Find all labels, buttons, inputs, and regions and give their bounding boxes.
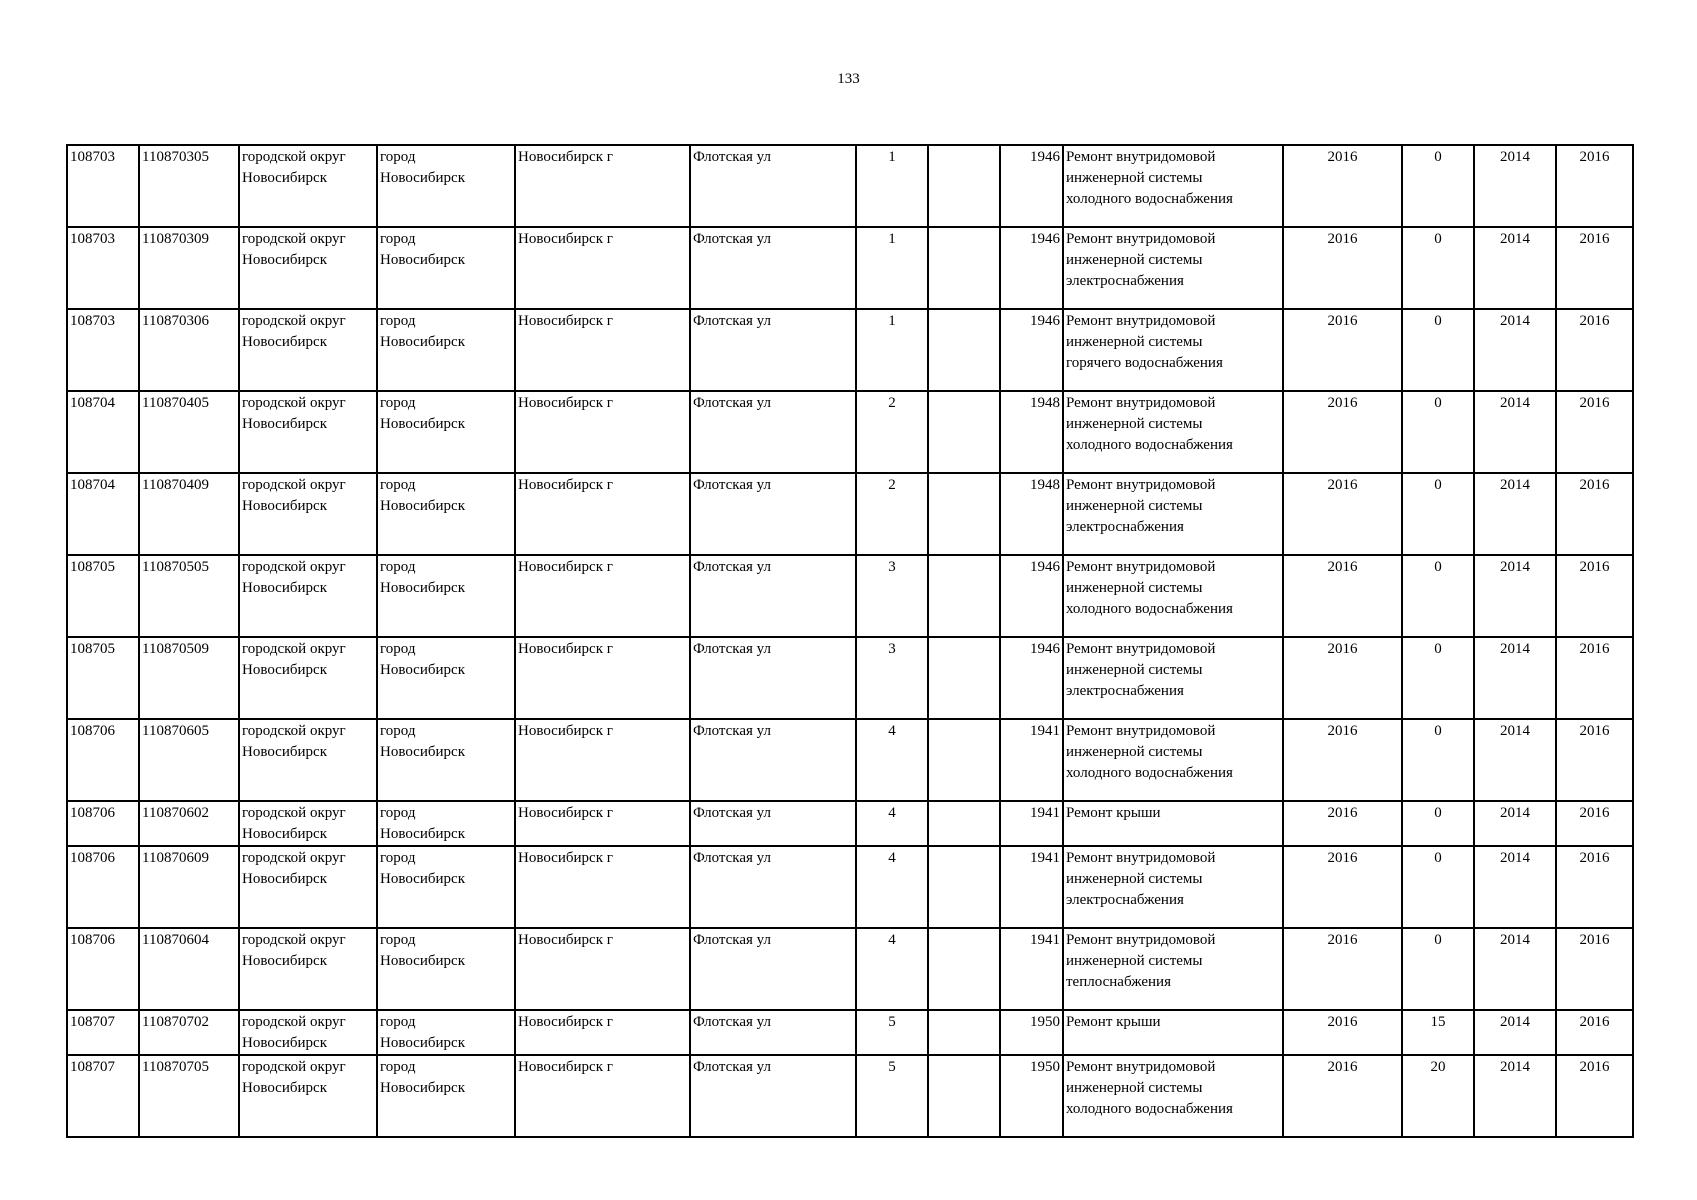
cell-settlement-line: город bbox=[380, 1014, 416, 1030]
cell-municipality-line: Новосибирск bbox=[242, 334, 327, 350]
cell-locality: Новосибирск г bbox=[515, 928, 690, 1010]
cell-house-number: 4 bbox=[856, 801, 928, 846]
cell-work-type-line: Ремонт внутридомовой bbox=[1066, 1059, 1216, 1075]
cell-settlement bbox=[377, 719, 515, 801]
cell-start-year: 2014 bbox=[1474, 637, 1556, 719]
table-row bbox=[67, 227, 1633, 309]
cell-municipality bbox=[239, 473, 377, 555]
cell-municipality-line: Новосибирск bbox=[242, 252, 327, 268]
cell-record-id: 108704 bbox=[67, 391, 139, 473]
cell-work-type-line: электроснабжения bbox=[1066, 683, 1184, 699]
cell-record-id: 108705 bbox=[67, 637, 139, 719]
cell-start-year: 2014 bbox=[1474, 227, 1556, 309]
cell-settlement bbox=[377, 227, 515, 309]
cell-locality: Новосибирск г bbox=[515, 719, 690, 801]
cell-wear: 0 bbox=[1402, 719, 1474, 801]
cell-work-type bbox=[1063, 1055, 1283, 1137]
cell-work-type-line: инженерной системы bbox=[1066, 871, 1203, 887]
cell-settlement-line: Новосибирск bbox=[380, 826, 465, 842]
cell-work-type-line: инженерной системы bbox=[1066, 252, 1203, 268]
cell-settlement-line: Новосибирск bbox=[380, 1080, 465, 1096]
cell-street: Флотская ул bbox=[690, 1010, 856, 1055]
cell-build-year: 1948 bbox=[1000, 391, 1063, 473]
cell-work-type-line: холодного водоснабжения bbox=[1066, 191, 1233, 207]
cell-plan-year: 2016 bbox=[1283, 555, 1402, 637]
cell-settlement-line: город bbox=[380, 641, 416, 657]
cell-municipality-line: городской округ bbox=[242, 395, 346, 411]
cell-build-year: 1946 bbox=[1000, 309, 1063, 391]
cell-start-year: 2014 bbox=[1474, 555, 1556, 637]
cell-plan-year: 2016 bbox=[1283, 309, 1402, 391]
cell-street: Флотская ул bbox=[690, 1055, 856, 1137]
cell-item-id: 110870705 bbox=[139, 1055, 239, 1137]
cell-wear: 0 bbox=[1402, 928, 1474, 1010]
cell-municipality bbox=[239, 145, 377, 227]
cell-municipality bbox=[239, 555, 377, 637]
cell-municipality-line: городской округ bbox=[242, 932, 346, 948]
cell-plan-year: 2016 bbox=[1283, 801, 1402, 846]
cell-work-type bbox=[1063, 145, 1283, 227]
cell-work-type-line: холодного водоснабжения bbox=[1066, 437, 1233, 453]
cell-settlement-line: Новосибирск bbox=[380, 170, 465, 186]
cell-municipality bbox=[239, 928, 377, 1010]
cell-street: Флотская ул bbox=[690, 391, 856, 473]
table-row bbox=[67, 928, 1633, 1010]
cell-record-id: 108707 bbox=[67, 1055, 139, 1137]
cell-record-id: 108706 bbox=[67, 801, 139, 846]
cell-work-type-line: Ремонт внутридомовой bbox=[1066, 477, 1216, 493]
cell-work-type bbox=[1063, 719, 1283, 801]
cell-start-year: 2014 bbox=[1474, 846, 1556, 928]
cell-item-id: 110870405 bbox=[139, 391, 239, 473]
cell-work-type-line: инженерной системы bbox=[1066, 1080, 1203, 1096]
cell-work-type-line: Ремонт внутридомовой bbox=[1066, 932, 1216, 948]
cell-building bbox=[928, 145, 1000, 227]
cell-end-year: 2016 bbox=[1556, 846, 1633, 928]
cell-work-type-line: инженерной системы bbox=[1066, 498, 1203, 514]
cell-wear: 15 bbox=[1402, 1010, 1474, 1055]
cell-municipality-line: городской округ bbox=[242, 477, 346, 493]
cell-street: Флотская ул bbox=[690, 473, 856, 555]
cell-locality: Новосибирск г bbox=[515, 1010, 690, 1055]
cell-settlement bbox=[377, 637, 515, 719]
cell-work-type-line: Ремонт внутридомовой bbox=[1066, 231, 1216, 247]
cell-settlement-line: город bbox=[380, 850, 416, 866]
cell-plan-year: 2016 bbox=[1283, 145, 1402, 227]
cell-municipality bbox=[239, 227, 377, 309]
cell-work-type bbox=[1063, 1010, 1283, 1055]
cell-work-type bbox=[1063, 227, 1283, 309]
cell-municipality-line: городской округ bbox=[242, 1014, 346, 1030]
cell-item-id: 110870609 bbox=[139, 846, 239, 928]
cell-house-number: 3 bbox=[856, 555, 928, 637]
cell-settlement-line: город bbox=[380, 231, 416, 247]
table-row bbox=[67, 846, 1633, 928]
cell-work-type-line: горячего водоснабжения bbox=[1066, 355, 1223, 371]
cell-item-id: 110870605 bbox=[139, 719, 239, 801]
cell-end-year: 2016 bbox=[1556, 473, 1633, 555]
cell-municipality-line: городской округ bbox=[242, 805, 346, 821]
cell-municipality-line: городской округ bbox=[242, 850, 346, 866]
cell-build-year: 1941 bbox=[1000, 801, 1063, 846]
cell-street: Флотская ул bbox=[690, 719, 856, 801]
cell-municipality-line: Новосибирск bbox=[242, 1035, 327, 1051]
cell-wear: 20 bbox=[1402, 1055, 1474, 1137]
cell-record-id: 108704 bbox=[67, 473, 139, 555]
cell-settlement-line: Новосибирск bbox=[380, 498, 465, 514]
cell-municipality-line: городской округ bbox=[242, 723, 346, 739]
cell-locality: Новосибирск г bbox=[515, 473, 690, 555]
cell-municipality-line: Новосибирск bbox=[242, 1080, 327, 1096]
cell-plan-year: 2016 bbox=[1283, 1010, 1402, 1055]
cell-work-type-line: Ремонт крыши bbox=[1066, 805, 1161, 821]
cell-settlement bbox=[377, 391, 515, 473]
cell-item-id: 110870602 bbox=[139, 801, 239, 846]
cell-end-year: 2016 bbox=[1556, 145, 1633, 227]
cell-item-id: 110870505 bbox=[139, 555, 239, 637]
cell-start-year: 2014 bbox=[1474, 1055, 1556, 1137]
table-row bbox=[67, 719, 1633, 801]
cell-wear: 0 bbox=[1402, 473, 1474, 555]
cell-municipality-line: Новосибирск bbox=[242, 170, 327, 186]
cell-settlement-line: Новосибирск bbox=[380, 580, 465, 596]
cell-settlement-line: город bbox=[380, 395, 416, 411]
cell-work-type-line: Ремонт внутридомовой bbox=[1066, 559, 1216, 575]
cell-settlement bbox=[377, 555, 515, 637]
cell-settlement bbox=[377, 145, 515, 227]
cell-item-id: 110870306 bbox=[139, 309, 239, 391]
cell-end-year: 2016 bbox=[1556, 227, 1633, 309]
cell-street: Флотская ул bbox=[690, 846, 856, 928]
cell-end-year: 2016 bbox=[1556, 309, 1633, 391]
cell-end-year: 2016 bbox=[1556, 637, 1633, 719]
cell-municipality-line: Новосибирск bbox=[242, 498, 327, 514]
cell-building bbox=[928, 637, 1000, 719]
cell-start-year: 2014 bbox=[1474, 719, 1556, 801]
cell-street: Флотская ул bbox=[690, 928, 856, 1010]
cell-item-id: 110870309 bbox=[139, 227, 239, 309]
table-row bbox=[67, 637, 1633, 719]
cell-item-id: 110870604 bbox=[139, 928, 239, 1010]
cell-building bbox=[928, 719, 1000, 801]
table-row bbox=[67, 309, 1633, 391]
cell-start-year: 2014 bbox=[1474, 473, 1556, 555]
cell-settlement-line: город bbox=[380, 1059, 416, 1075]
cell-municipality bbox=[239, 1055, 377, 1137]
cell-municipality bbox=[239, 846, 377, 928]
cell-municipality-line: Новосибирск bbox=[242, 826, 327, 842]
cell-item-id: 110870509 bbox=[139, 637, 239, 719]
cell-build-year: 1946 bbox=[1000, 227, 1063, 309]
cell-work-type-line: электроснабжения bbox=[1066, 892, 1184, 908]
cell-record-id: 108705 bbox=[67, 555, 139, 637]
cell-start-year: 2014 bbox=[1474, 801, 1556, 846]
cell-settlement-line: Новосибирск bbox=[380, 744, 465, 760]
cell-wear: 0 bbox=[1402, 801, 1474, 846]
cell-end-year: 2016 bbox=[1556, 719, 1633, 801]
cell-settlement-line: город bbox=[380, 932, 416, 948]
cell-settlement-line: город bbox=[380, 559, 416, 575]
cell-build-year: 1946 bbox=[1000, 555, 1063, 637]
cell-work-type-line: инженерной системы bbox=[1066, 662, 1203, 678]
cell-municipality bbox=[239, 1010, 377, 1055]
cell-settlement-line: Новосибирск bbox=[380, 334, 465, 350]
cell-work-type bbox=[1063, 801, 1283, 846]
cell-street: Флотская ул bbox=[690, 145, 856, 227]
cell-start-year: 2014 bbox=[1474, 391, 1556, 473]
cell-wear: 0 bbox=[1402, 227, 1474, 309]
cell-work-type-line: электроснабжения bbox=[1066, 519, 1184, 535]
cell-work-type-line: инженерной системы bbox=[1066, 416, 1203, 432]
cell-municipality-line: Новосибирск bbox=[242, 416, 327, 432]
table-row bbox=[67, 391, 1633, 473]
cell-work-type bbox=[1063, 473, 1283, 555]
cell-record-id: 108706 bbox=[67, 719, 139, 801]
cell-house-number: 4 bbox=[856, 928, 928, 1010]
cell-settlement-line: город bbox=[380, 723, 416, 739]
cell-plan-year: 2016 bbox=[1283, 227, 1402, 309]
cell-item-id: 110870702 bbox=[139, 1010, 239, 1055]
cell-building bbox=[928, 555, 1000, 637]
cell-municipality bbox=[239, 309, 377, 391]
cell-end-year: 2016 bbox=[1556, 801, 1633, 846]
cell-record-id: 108703 bbox=[67, 309, 139, 391]
cell-settlement bbox=[377, 846, 515, 928]
cell-house-number: 2 bbox=[856, 473, 928, 555]
cell-build-year: 1941 bbox=[1000, 719, 1063, 801]
cell-work-type-line: Ремонт внутридомовой bbox=[1066, 850, 1216, 866]
cell-settlement-line: Новосибирск bbox=[380, 252, 465, 268]
cell-municipality bbox=[239, 801, 377, 846]
cell-work-type-line: инженерной системы bbox=[1066, 953, 1203, 969]
cell-work-type bbox=[1063, 928, 1283, 1010]
cell-record-id: 108703 bbox=[67, 227, 139, 309]
cell-record-id: 108706 bbox=[67, 846, 139, 928]
cell-municipality-line: Новосибирск bbox=[242, 580, 327, 596]
cell-work-type-line: Ремонт крыши bbox=[1066, 1014, 1161, 1030]
cell-settlement-line: город bbox=[380, 149, 416, 165]
cell-end-year: 2016 bbox=[1556, 555, 1633, 637]
cell-municipality-line: городской округ bbox=[242, 1059, 346, 1075]
cell-work-type bbox=[1063, 309, 1283, 391]
cell-work-type-line: инженерной системы bbox=[1066, 334, 1203, 350]
cell-work-type-line: Ремонт внутридомовой bbox=[1066, 149, 1216, 165]
cell-building bbox=[928, 227, 1000, 309]
cell-work-type-line: электроснабжения bbox=[1066, 273, 1184, 289]
cell-wear: 0 bbox=[1402, 145, 1474, 227]
cell-settlement-line: Новосибирск bbox=[380, 953, 465, 969]
cell-house-number: 1 bbox=[856, 309, 928, 391]
cell-house-number: 4 bbox=[856, 846, 928, 928]
cell-plan-year: 2016 bbox=[1283, 719, 1402, 801]
cell-settlement-line: Новосибирск bbox=[380, 1035, 465, 1051]
cell-street: Флотская ул bbox=[690, 555, 856, 637]
cell-building bbox=[928, 1010, 1000, 1055]
cell-building bbox=[928, 801, 1000, 846]
cell-item-id: 110870409 bbox=[139, 473, 239, 555]
cell-settlement bbox=[377, 801, 515, 846]
cell-house-number: 2 bbox=[856, 391, 928, 473]
cell-work-type-line: инженерной системы bbox=[1066, 170, 1203, 186]
cell-work-type-line: Ремонт внутридомовой bbox=[1066, 313, 1216, 329]
cell-start-year: 2014 bbox=[1474, 145, 1556, 227]
cell-street: Флотская ул bbox=[690, 227, 856, 309]
cell-plan-year: 2016 bbox=[1283, 473, 1402, 555]
cell-plan-year: 2016 bbox=[1283, 928, 1402, 1010]
cell-municipality-line: Новосибирск bbox=[242, 662, 327, 678]
cell-settlement bbox=[377, 473, 515, 555]
cell-work-type-line: Ремонт внутридомовой bbox=[1066, 641, 1216, 657]
cell-work-type-line: теплоснабжения bbox=[1066, 974, 1171, 990]
cell-settlement bbox=[377, 1055, 515, 1137]
cell-work-type-line: инженерной системы bbox=[1066, 744, 1203, 760]
cell-municipality-line: Новосибирск bbox=[242, 744, 327, 760]
cell-record-id: 108707 bbox=[67, 1010, 139, 1055]
table-row bbox=[67, 473, 1633, 555]
cell-locality: Новосибирск г bbox=[515, 1055, 690, 1137]
cell-locality: Новосибирск г bbox=[515, 637, 690, 719]
cell-municipality bbox=[239, 637, 377, 719]
cell-house-number: 1 bbox=[856, 227, 928, 309]
cell-municipality-line: городской округ bbox=[242, 149, 346, 165]
cell-start-year: 2014 bbox=[1474, 928, 1556, 1010]
cell-end-year: 2016 bbox=[1556, 1055, 1633, 1137]
cell-work-type bbox=[1063, 637, 1283, 719]
table-row bbox=[67, 145, 1633, 227]
cell-street: Флотская ул bbox=[690, 801, 856, 846]
cell-locality: Новосибирск г bbox=[515, 309, 690, 391]
cell-locality: Новосибирск г bbox=[515, 555, 690, 637]
cell-building bbox=[928, 928, 1000, 1010]
cell-end-year: 2016 bbox=[1556, 928, 1633, 1010]
cell-work-type-line: Ремонт внутридомовой bbox=[1066, 395, 1216, 411]
cell-work-type bbox=[1063, 846, 1283, 928]
cell-build-year: 1950 bbox=[1000, 1010, 1063, 1055]
cell-municipality-line: городской округ bbox=[242, 559, 346, 575]
cell-build-year: 1941 bbox=[1000, 846, 1063, 928]
cell-settlement-line: Новосибирск bbox=[380, 662, 465, 678]
cell-work-type-line: холодного водоснабжения bbox=[1066, 601, 1233, 617]
cell-municipality-line: Новосибирск bbox=[242, 953, 327, 969]
cell-plan-year: 2016 bbox=[1283, 637, 1402, 719]
cell-start-year: 2014 bbox=[1474, 1010, 1556, 1055]
cell-build-year: 1950 bbox=[1000, 1055, 1063, 1137]
cell-item-id: 110870305 bbox=[139, 145, 239, 227]
cell-work-type bbox=[1063, 555, 1283, 637]
cell-work-type-line: инженерной системы bbox=[1066, 580, 1203, 596]
cell-wear: 0 bbox=[1402, 555, 1474, 637]
cell-build-year: 1946 bbox=[1000, 145, 1063, 227]
cell-building bbox=[928, 1055, 1000, 1137]
table-row bbox=[67, 1055, 1633, 1137]
cell-start-year: 2014 bbox=[1474, 309, 1556, 391]
cell-record-id: 108703 bbox=[67, 145, 139, 227]
cell-house-number: 5 bbox=[856, 1055, 928, 1137]
cell-end-year: 2016 bbox=[1556, 391, 1633, 473]
cell-municipality-line: городской округ bbox=[242, 641, 346, 657]
cell-work-type-line: холодного водоснабжения bbox=[1066, 765, 1233, 781]
cell-wear: 0 bbox=[1402, 391, 1474, 473]
page-number: 133 bbox=[837, 71, 860, 87]
cell-wear: 0 bbox=[1402, 309, 1474, 391]
cell-house-number: 3 bbox=[856, 637, 928, 719]
cell-house-number: 4 bbox=[856, 719, 928, 801]
cell-settlement bbox=[377, 1010, 515, 1055]
cell-build-year: 1948 bbox=[1000, 473, 1063, 555]
cell-locality: Новосибирск г bbox=[515, 145, 690, 227]
cell-locality: Новосибирск г bbox=[515, 391, 690, 473]
cell-street: Флотская ул bbox=[690, 309, 856, 391]
cell-settlement bbox=[377, 928, 515, 1010]
cell-building bbox=[928, 391, 1000, 473]
table-row bbox=[67, 801, 1633, 846]
cell-plan-year: 2016 bbox=[1283, 391, 1402, 473]
cell-building bbox=[928, 473, 1000, 555]
cell-settlement-line: Новосибирск bbox=[380, 416, 465, 432]
table-row bbox=[67, 555, 1633, 637]
cell-build-year: 1941 bbox=[1000, 928, 1063, 1010]
cell-municipality-line: городской округ bbox=[242, 313, 346, 329]
cell-locality: Новосибирск г bbox=[515, 227, 690, 309]
cell-work-type bbox=[1063, 391, 1283, 473]
cell-street: Флотская ул bbox=[690, 637, 856, 719]
cell-build-year: 1946 bbox=[1000, 637, 1063, 719]
cell-house-number: 5 bbox=[856, 1010, 928, 1055]
cell-work-type-line: Ремонт внутридомовой bbox=[1066, 723, 1216, 739]
cell-municipality bbox=[239, 391, 377, 473]
cell-plan-year: 2016 bbox=[1283, 1055, 1402, 1137]
cell-record-id: 108706 bbox=[67, 928, 139, 1010]
cell-wear: 0 bbox=[1402, 637, 1474, 719]
cell-municipality-line: Новосибирск bbox=[242, 871, 327, 887]
cell-locality: Новосибирск г bbox=[515, 801, 690, 846]
cell-settlement-line: город bbox=[380, 313, 416, 329]
cell-work-type-line: холодного водоснабжения bbox=[1066, 1101, 1233, 1117]
cell-end-year: 2016 bbox=[1556, 1010, 1633, 1055]
cell-municipality-line: городской округ bbox=[242, 231, 346, 247]
cell-settlement-line: город bbox=[380, 805, 416, 821]
cell-settlement-line: город bbox=[380, 477, 416, 493]
cell-settlement bbox=[377, 309, 515, 391]
cell-house-number: 1 bbox=[856, 145, 928, 227]
registry-table bbox=[66, 144, 1634, 1138]
cell-municipality bbox=[239, 719, 377, 801]
cell-building bbox=[928, 846, 1000, 928]
cell-wear: 0 bbox=[1402, 846, 1474, 928]
table-row bbox=[67, 1010, 1633, 1055]
cell-settlement-line: Новосибирск bbox=[380, 871, 465, 887]
cell-locality: Новосибирск г bbox=[515, 846, 690, 928]
cell-plan-year: 2016 bbox=[1283, 846, 1402, 928]
cell-building bbox=[928, 309, 1000, 391]
